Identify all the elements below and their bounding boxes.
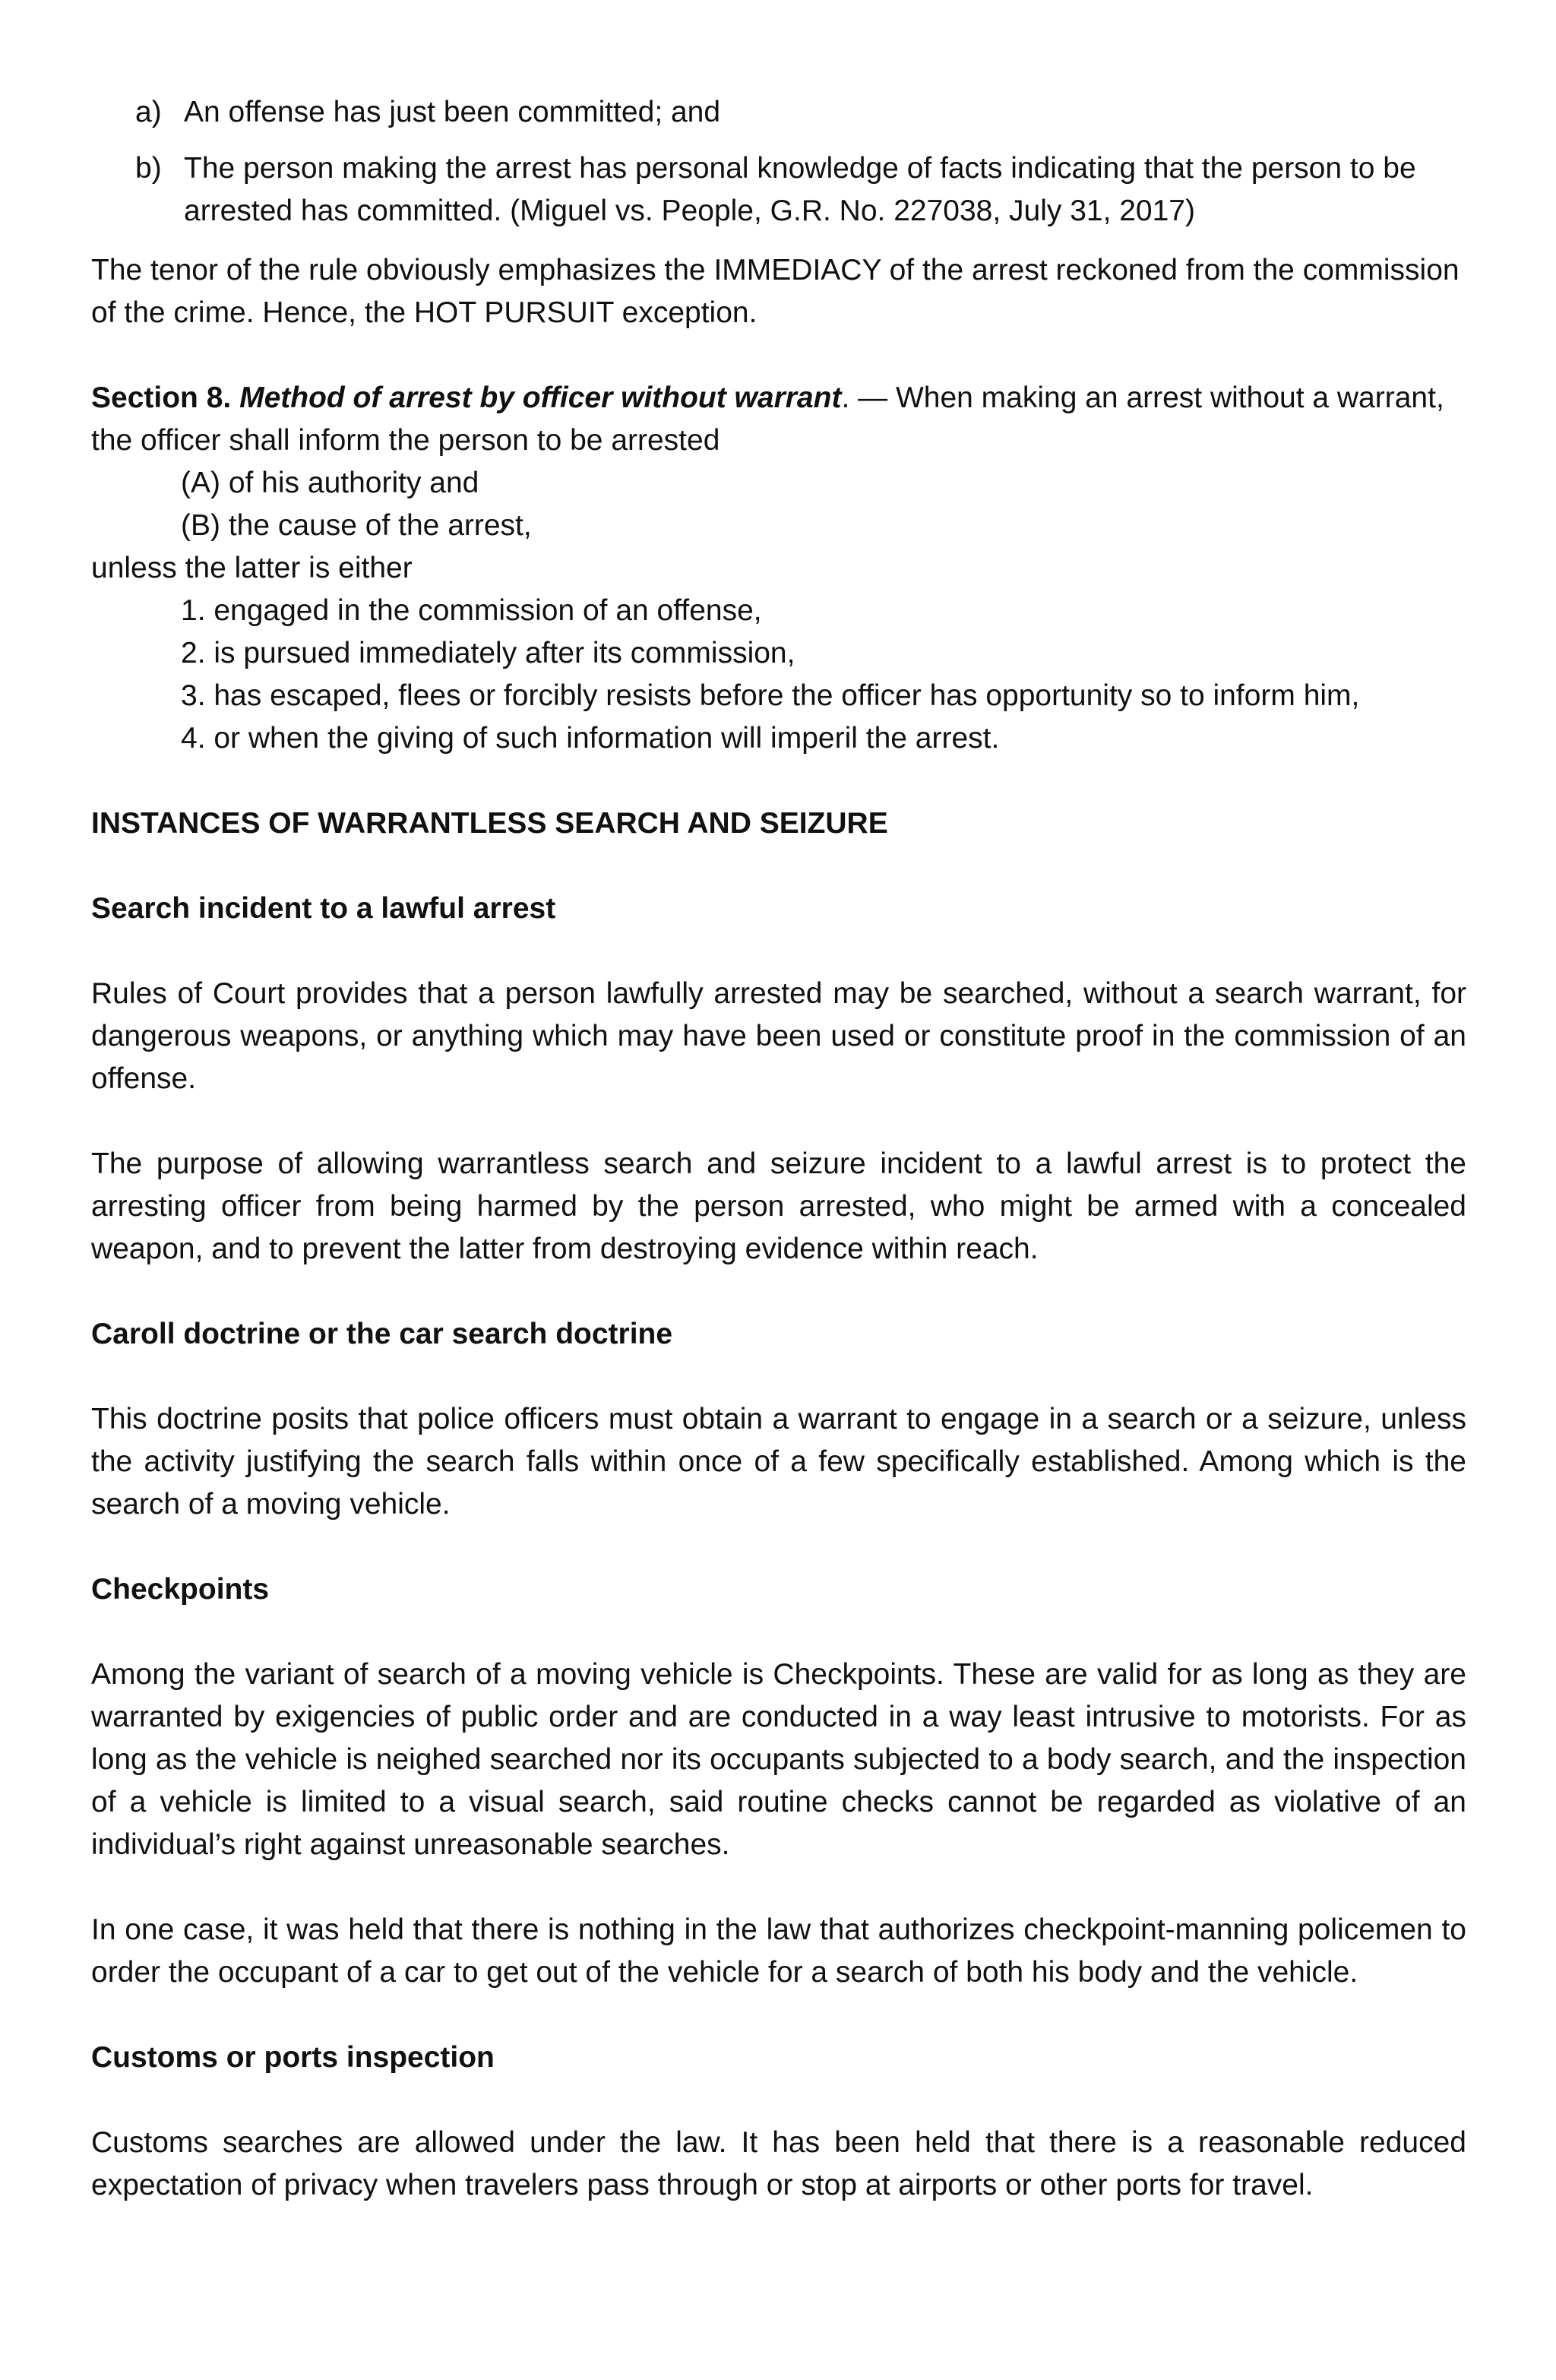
list-marker: a) — [135, 96, 162, 128]
search-incident-paragraph-1: Rules of Court provides that a person lawfully arrested may be searched, without a search warrant, for dangerous weapons, or anything which may have been used or constitute proof in the commission of an offense. — [91, 977, 1466, 1095]
list-marker: b) — [135, 152, 162, 185]
checkpoints-paragraph-2: In one case, it was held that there is nothing in the law that authorizes checkpoint-manning policemen to order the occupant of a car to get out of the vehicle for a search of both his body and the vehicle. — [91, 1913, 1466, 1989]
section-num-item-3: 3. has escaped, flees or forcibly resists before the officer has opportunity so to inform him, — [181, 679, 1360, 712]
list-item-a — [91, 91, 1466, 134]
list-item-b — [91, 147, 1466, 233]
tenor-paragraph: The tenor of the rule obviously emphasizes the IMMEDIACY of the arrest reckoned from the commission of the crime. Hence, the HOT PURSUIT exception. — [91, 254, 1460, 329]
main-heading: INSTANCES OF WARRANTLESS SEARCH AND SEIZURE — [91, 807, 888, 840]
section-num-item-1: 1. engaged in the commission of an offense, — [181, 594, 762, 627]
caroll-paragraph-1: This doctrine posits that police officers must obtain a warrant to engage in a search or a seizure, unless the activity justifying the search falls within once of a few specifically established. Among which is the search of a moving vehicle. — [91, 1403, 1466, 1521]
conditions-list — [91, 91, 1466, 233]
customs-heading: Customs or ports inspection — [91, 2041, 495, 2074]
section-item-a: (A) of his authority and — [181, 467, 479, 499]
section-label: Section 8. — [91, 381, 232, 414]
checkpoints-heading: Checkpoints — [91, 1573, 270, 1606]
list-item-text: An offense has just been committed; and — [184, 96, 721, 128]
list-item-text: The person making the arrest has personal knowledge of facts indicating that the person to be arrested has committed. (Miguel vs. People, G.R. No. 227038, July 31, 2017) — [184, 152, 1416, 227]
section-body: — When making an arrest without a warrant, the officer shall inform the person to be arrested — [91, 381, 1444, 457]
document-page — [91, 91, 1466, 2207]
customs-paragraph-1: Customs searches are allowed under the law. It has been held that there is a reasonable reduced expectation of privacy when travelers pass through or stop at airports or other ports for travel. — [91, 2126, 1466, 2201]
caroll-heading: Caroll doctrine or the car search doctrine — [91, 1318, 673, 1350]
section-title: Method of arrest by officer without warrant — [239, 381, 842, 414]
section-title-end: . — [841, 381, 850, 414]
section-8-paragraph — [91, 377, 1466, 462]
section-item-b: (B) the cause of the arrest, — [181, 509, 532, 542]
search-incident-paragraph-2: The purpose of allowing warrantless search and seizure incident to a lawful arrest is to protect the arresting officer from being harmed by the person arrested, who might be armed with a concealed weapon, and to prevent the latter from destroying evidence within reach. — [91, 1147, 1466, 1265]
search-incident-heading: Search incident to a lawful arrest — [91, 892, 556, 925]
section-num-item-2: 2. is pursued immediately after its commission, — [181, 637, 795, 669]
checkpoints-paragraph-1: Among the variant of search of a moving vehicle is Checkpoints. These are valid for as long as they are warranted by exigencies of public order and are conducted in a way least intrusive to motorists. For as long as the vehicle is neighed searched nor its occupants subjected to a body search, and the inspection of a vehicle is limited to a visual search, said routine checks cannot be regarded as violative of an individual’s right against unreasonable searches. — [91, 1658, 1466, 1861]
section-num-item-4: 4. or when the giving of such information will imperil the arrest. — [181, 722, 1000, 755]
section-unless: unless the latter is either — [91, 552, 413, 584]
